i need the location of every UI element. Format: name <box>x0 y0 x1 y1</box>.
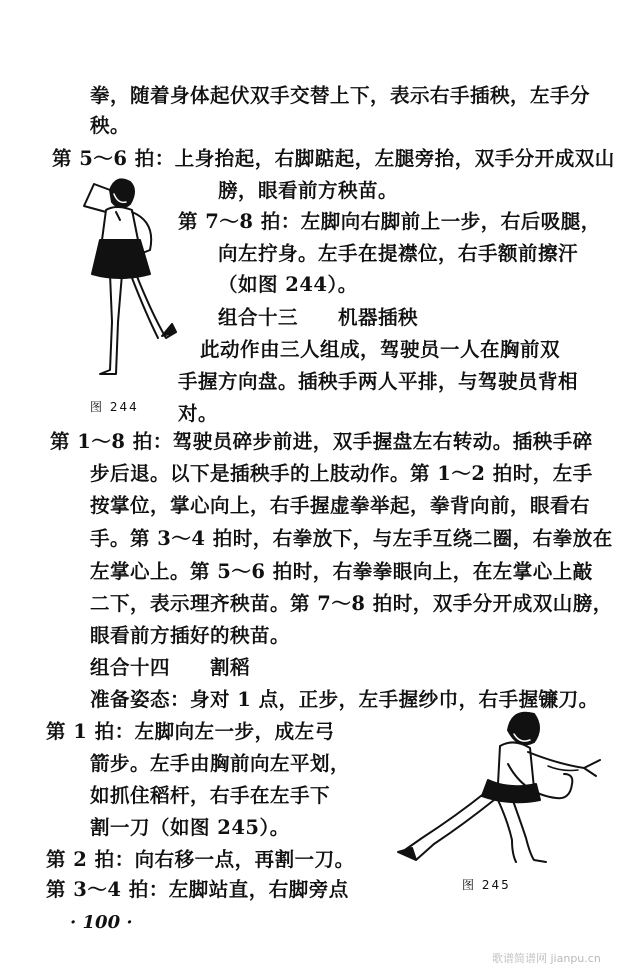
text-line: 按掌位，掌心向上，右手握虚拳举起，拳背向前，眼看右 <box>90 494 591 517</box>
text-line: 对。 <box>178 402 219 425</box>
watermark: 歌谱简谱网 jianpu.cn <box>492 952 601 965</box>
figure-245-illustration <box>388 700 603 878</box>
text-line: 膀，眼看前方秧苗。 <box>218 179 399 202</box>
text-line: 秧。 <box>90 114 131 137</box>
figure-244-caption: 图 244 <box>90 400 139 414</box>
section-heading: 组合十三 机器插秧 <box>218 306 419 329</box>
text-line: （如图 244）。 <box>218 273 358 296</box>
text-line: 手握方向盘。插秧手两人平排，与驾驶员背相 <box>178 370 579 393</box>
text-line: 第 1～8 拍：驾驶员碎步前进，双手握盘左右转动。插秧手碎 <box>50 430 593 453</box>
figure-245-caption: 图 245 <box>462 878 511 892</box>
text-line: 箭步。左手由胸前向左平划， <box>90 752 351 775</box>
text-line: 步后退。以下是插秧手的上肢动作。第 1～2 拍时，左手 <box>90 462 593 485</box>
text-line: 第 3～4 拍：左脚站直，右脚旁点 <box>46 878 349 901</box>
text-line: 此动作由三人组成，驾驶员一人在胸前双 <box>200 338 561 361</box>
text-line: 第 1 拍：左脚向左一步，成左弓 <box>46 720 335 743</box>
text-line: 准备姿态：身对 1 点，正步，左手握纱巾，右手握镰刀。 <box>90 688 599 711</box>
page-number: · 100 · <box>70 912 133 933</box>
text-line: 第 7～8 拍：左脚向右脚前上一步，右后吸腿， <box>178 210 601 233</box>
text-line: 二下，表示理齐秧苗。第 7～8 拍时，双手分开成双山膀， <box>90 592 613 615</box>
text-line: 第 5～6 拍：上身抬起，右脚踮起，左腿旁抬，双手分开成双山 <box>52 147 615 170</box>
text-line: 手。第 3～4 拍时，右拳放下，与左手互绕二圈，右拳放在 <box>90 527 613 550</box>
figure-244-illustration <box>70 168 180 380</box>
text-line: 眼看前方插好的秧苗。 <box>90 624 291 647</box>
text-line: 左掌心上。第 5～6 拍时，右拳拳眼向上，在左掌心上敲 <box>90 560 593 583</box>
text-line: 第 2 拍：向右移一点，再割一刀。 <box>46 848 355 871</box>
text-line: 拳，随着身体起伏双手交替上下，表示右手插秧，左手分 <box>90 84 591 107</box>
text-line: 向左拧身。左手在提襟位，右手额前擦汗 <box>218 242 579 265</box>
section-heading: 组合十四 割稻 <box>90 656 251 679</box>
text-line: 如抓住稻杆，右手在左手下 <box>90 784 331 807</box>
text-line: 割一刀（如图 245）。 <box>90 816 290 839</box>
